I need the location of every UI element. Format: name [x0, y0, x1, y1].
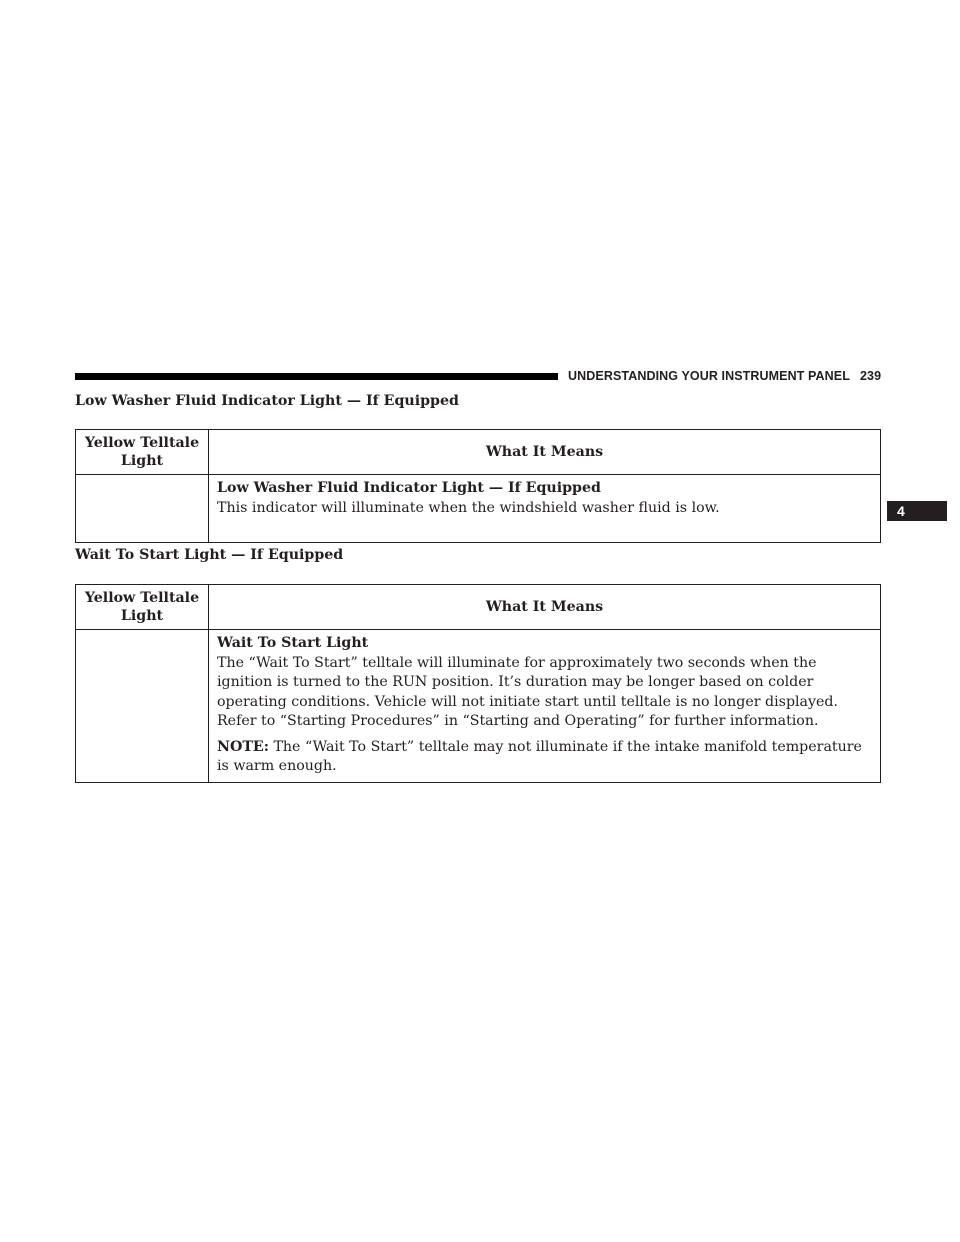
description-cell — [209, 475, 881, 543]
description-body: The “Wait To Start” telltale will illuminate for approximately two seconds when the ignition is turned to the RUN position. It’s duration may be longer based on colder operating conditions. Vehicle will not initiate start until telltale is no longer displayed. Refer to “Starting Procedures” in “Starting and Operating” for further information. — [217, 654, 839, 729]
column-header-what-it-means: What It Means — [209, 430, 881, 475]
table-header-row — [76, 585, 881, 630]
table-header-row — [76, 430, 881, 475]
telltale-table-low-washer-fluid — [75, 429, 881, 543]
running-header — [568, 369, 881, 383]
telltale-icon-cell — [76, 475, 209, 543]
header-rule — [75, 373, 558, 380]
description-body: This indicator will illuminate when the windshield washer fluid is low. — [217, 499, 720, 516]
header-title: UNDERSTANDING YOUR INSTRUMENT PANEL — [568, 369, 850, 383]
column-header-what-it-means: What It Means — [209, 585, 881, 630]
section-heading-low-washer-fluid: Low Washer Fluid Indicator Light — If Equipped — [75, 393, 459, 409]
note — [217, 738, 870, 777]
note-label: NOTE: — [217, 738, 269, 755]
table-row — [76, 475, 881, 543]
chapter-tab: 4 — [887, 501, 947, 521]
section-heading-wait-to-start: Wait To Start Light — If Equipped — [75, 547, 344, 563]
description-cell — [209, 630, 881, 783]
telltale-icon-cell — [76, 630, 209, 783]
table-row — [76, 630, 881, 783]
note-text: The “Wait To Start” telltale may not illuminate if the intake manifold temperature is warm enough. — [217, 738, 862, 774]
telltale-table-wait-to-start — [75, 584, 881, 783]
column-header-telltale-light: Yellow Telltale Light — [76, 585, 209, 630]
column-header-telltale-light: Yellow Telltale Light — [76, 430, 209, 475]
description-title: Wait To Start Light — [217, 635, 369, 651]
description-title: Low Washer Fluid Indicator Light — If Equipped — [217, 480, 601, 496]
page-number: 239 — [859, 369, 882, 383]
